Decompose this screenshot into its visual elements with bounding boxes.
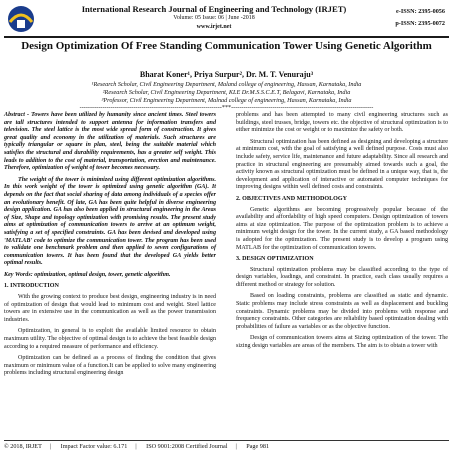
section-heading-design-optimization: 3. DESIGN OPTIMIZATION: [236, 256, 314, 263]
paragraph: Structural optimization problems may be classified according to the type of design variables, loadings, and constraint. In practice, each class usually requires a different method or strategy for solution.: [236, 266, 448, 288]
abstract: Abstract - Towers have been utilized by humanity since ancient times. Steel towers are tall structures intended to support antenna for information transfers and television. The steel lattice is the most wide spread form of construction. It gives great quality and economy in the utilization of materials. Such structures are typically triangular or square in plan, steel, being the suitable material which satisfies the structural and durability requirements, has a greater self weight. This leads to addition to the cost of material, transportation, erection and maintenance. Therefore, optimization of weight of tower becomes necessary.: [4, 112, 216, 172]
right-column: [236, 112, 448, 355]
paragraph: Design of communication towers aims at Sizing optimization of the tower. The sizing design variables are areas of the members. The aim is to obtain a tower with: [236, 335, 448, 350]
affiliation-1: ¹Research Scholar, Civil Engineering Department, Maland college of engineering, Hassan, Karnataka, India: [91, 81, 362, 88]
paragraph: Based on loading constraints, problems are classified as static and dynamic. Static problems may include stress constraints as well as displacement and buckling constraints. Dynamic problems may be divided into problems with response and frequency constraints. Other categories are reliability based optimization dealing with probabilities of failure as variables or as the objective function.: [236, 293, 448, 330]
affiliation-3: ³Professor, Civil Engineering Department, Malnad college of engineering, Hassan, Karnataka, India: [101, 97, 352, 104]
issue-info: Volume: 05 Issue: 06 | June -2018: [173, 15, 255, 21]
journal-name: International Research Journal of Engineering and Technology (IRJET): [81, 4, 347, 14]
paragraph: Genetic algorithms are becoming progressively popular because of the availability and affordability of high speed computers. Design optimization of towers aims at size optimization. The purpose of the optimization problem is to achieve a minimum weight design for the tower. In the current study, a GA based methodology is adopted for the optimization. The present study is to develop a program using MATLAB for the optimization of communication towers.: [236, 206, 448, 251]
paragraph: With the growing context to produce best design, engineering industry is in need of optimization of design that would lead to minimum cost and weight. Steel lattice towers are in extensive use in the communication as well as the power transmission industries.: [4, 294, 216, 323]
abstract-continued: The weight of the tower is minimized using different optimization algorithms. In this work weight of the tower is optimized using genetic algorithm (GA). It depends on the fact that social sharing of data among individuals of a species offer an evolutionary benefit. Of late, GA has been quite helpful in diverse engineering design application. GA has also been applied in structural engineering in the Areas of Size, Shape and topology optimization with promising results. The present study aims at optimization of communication towers to arrive at an optimum weight, satisfying a set of specified constraints. GA has been devised and developed using 'MATLAB' code to optimize the communication tower. The program has been used to validate one benchmark problem and then applied to seven configurations of communication towers. It has been found that the developed GA yields better optimal results.: [4, 176, 216, 267]
paragraph: Optimization can be defined as a process of finding the condition that gives maximum or minimum value of a function.It can be applied to solve many engineering problems including structural engineering design: [4, 355, 216, 377]
affiliation-2: ²Research Scholar, Civil Engineering Department, KLE Dr.M.S.S.C.E.T, Belagavi, Karnataka, India: [102, 89, 351, 96]
journal-url[interactable]: www.irjet.net: [196, 24, 232, 30]
left-column: [4, 112, 216, 382]
e-issn: e-ISSN: 2395-0056: [396, 8, 445, 15]
iso-certification: ISO 9001:2008 Certified Journal: [146, 443, 228, 450]
paragraph: problems and has been attempted to many civil engineering structures such as buildings, steel trusses, bridge, towers etc. the objective of structural optimization is to either minimize the cost or weight or to maximize the safety or both.: [236, 112, 448, 134]
paragraph: Optimization, in general is to exploit the available limited resource to obtain maximum utility. The objective of optimal design is to achieve the best feasible design according to a required measure of performance and efficiency.: [4, 328, 216, 350]
paper-title: Design Optimization Of Free Standing Communication Tower Using Genetic Algorithm: [21, 40, 432, 52]
impact-factor: Impact Factor value: 6.171: [60, 443, 128, 450]
section-heading-objectives: 2. OBJECTIVES AND METHODOLOGY: [236, 195, 348, 202]
author-list: Bharat Koner¹, Priya Surpur², Dr. M. T. Venuraju³: [139, 70, 314, 79]
irjet-logo: [4, 4, 38, 34]
page-number: Page 981: [246, 443, 270, 450]
section-heading-introduction: 1. INTRODUCTION: [4, 283, 59, 290]
page-footer: © 2018, IRJET | Impact Factor value: 6.171 | ISO 9001:2008 Certified Journal | Page 981: [4, 443, 270, 450]
paragraph: Structural optimization has been defined as designing and developing a structure at minimum cost, with the goal of satisfying a well defined purpose. Costs must also include safety, service life, maintenance and future adaptability. Since all research and practice in structural engineering are presumably aimed towards such a goal, the activity known as structural optimization must be defined in a unique way, that is, the development and application of interactive or automated computer techniques for improving designs within well defined costs and constraints.: [236, 138, 448, 191]
copyright: © 2018, IRJET: [4, 443, 42, 450]
keywords: Key Words: optimization, optimal design, tower, genetic algorithm.: [4, 271, 171, 278]
p-issn: p-ISSN: 2395-0072: [395, 20, 445, 27]
header-rule: [4, 36, 449, 38]
section-divider: ---------------------------------------------------------------------***---------------------------------------------------------------------: [79, 104, 374, 111]
journal-header: [4, 2, 449, 38]
footer-rule: [4, 440, 449, 441]
